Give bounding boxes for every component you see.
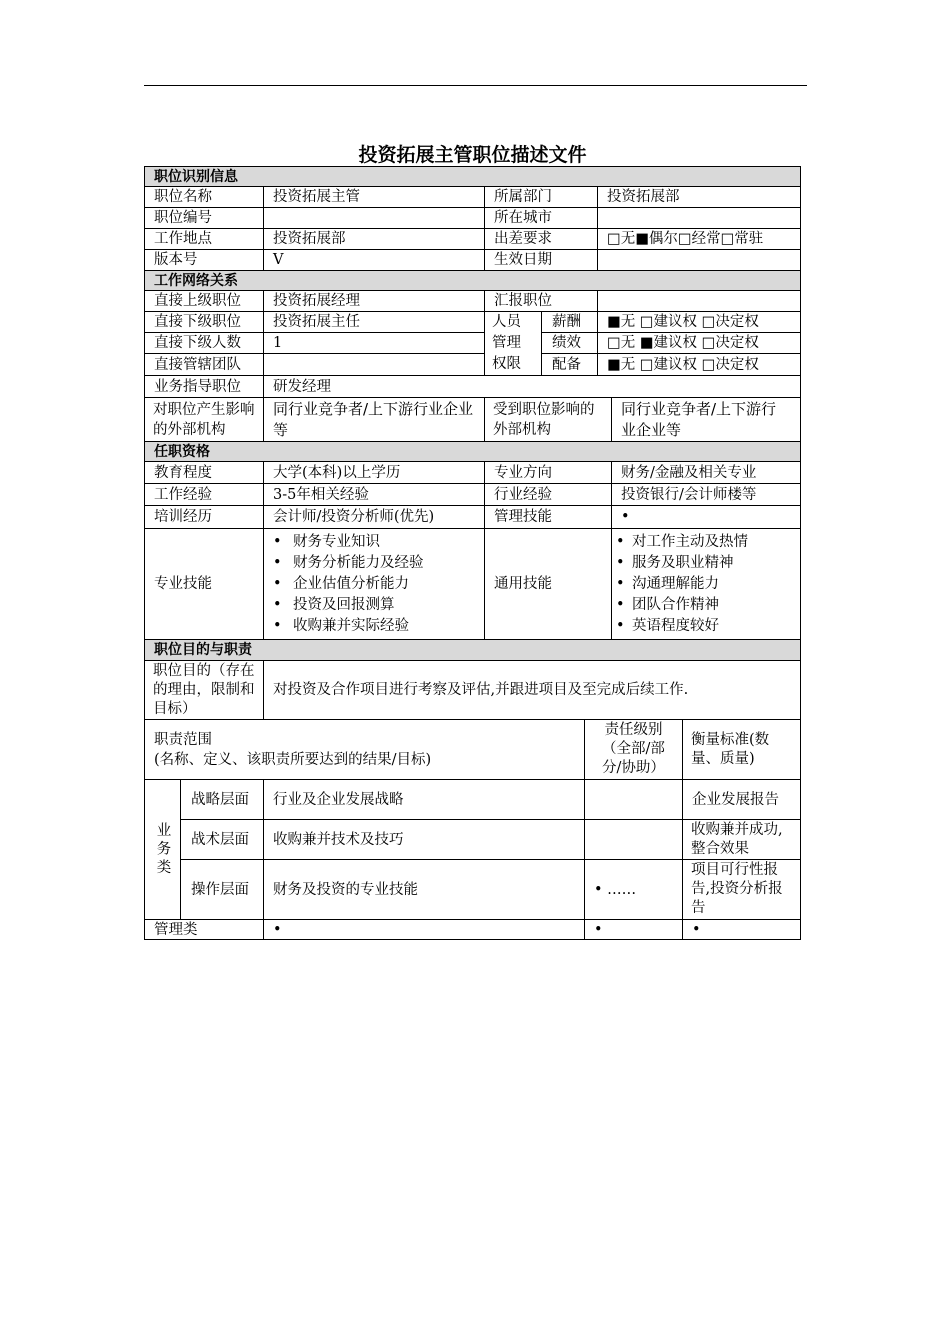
- training-value: 会计师/投资分析师(优先): [263, 505, 485, 529]
- list-item: • 投资及回报测算: [273, 595, 424, 616]
- section-header-identity: 职位识别信息: [144, 166, 801, 187]
- professional-skills-list: [263, 528, 485, 640]
- major-label: 专业方向: [484, 461, 612, 484]
- job-description-table: [144, 166, 801, 940]
- management-category-duty: •: [263, 919, 585, 940]
- report-label: 汇报职位: [484, 290, 598, 312]
- tactical-layer-label: 战术层面: [180, 819, 264, 860]
- department-value: 投资拓展部: [597, 186, 801, 208]
- list-item: • 收购兼并实际经验: [273, 616, 424, 637]
- business-category-label: [144, 779, 181, 920]
- list-item: • 团队合作精神: [616, 595, 748, 616]
- industry-experience-value: 投资银行/会计师楼等: [611, 483, 801, 506]
- performance-label: 绩效: [541, 332, 598, 354]
- staffing-authority-checkboxes: ■无 □建议权 □决定权: [597, 353, 801, 376]
- superior-value: 投资拓展经理: [263, 290, 485, 312]
- position-name-label: 职位名称: [144, 186, 264, 208]
- management-skills-value: •: [611, 505, 801, 529]
- general-skills-label: 通用技能: [484, 528, 612, 640]
- list-item: • 财务分析能力及经验: [273, 553, 424, 574]
- professional-skills-items: [273, 532, 424, 637]
- section-header-qualifications: 任职资格: [144, 441, 801, 462]
- operational-duty: 财务及投资的专业技能: [263, 859, 585, 920]
- responsibility-level-header: 责任级别（全部/部分/协助）: [584, 719, 683, 780]
- influencing-orgs-label: 对职位产生影响的外部机构: [144, 397, 264, 442]
- subordinate-count-value: 1: [263, 332, 485, 354]
- tactical-level: [584, 819, 683, 860]
- city-value: [597, 207, 801, 229]
- operational-layer-label: 操作层面: [180, 859, 264, 920]
- training-label: 培训经历: [144, 505, 264, 529]
- document-title: 投资拓展主管职位描述文件: [358, 144, 587, 166]
- business-category-text: 业务类: [154, 821, 171, 878]
- subordinate-value: 投资拓展主任: [263, 311, 485, 333]
- guidance-value: 研发经理: [263, 375, 801, 398]
- tactical-duty: 收购兼并技术及技巧: [263, 819, 585, 860]
- list-item: • 沟通理解能力: [616, 574, 748, 595]
- management-category-label: 管理类: [144, 919, 264, 940]
- staff-authority-label: 人员管理权限: [484, 311, 542, 376]
- work-experience-value: 3-5年相关经验: [263, 483, 485, 506]
- work-place-value: 投资拓展部: [263, 228, 485, 250]
- subordinate-label: 直接下级职位: [144, 311, 264, 333]
- staffing-label: 配备: [541, 353, 598, 376]
- operational-level: • ……: [584, 859, 683, 920]
- list-item: • 服务及职业精神: [616, 553, 748, 574]
- team-value: [263, 353, 485, 376]
- general-skills-items: [616, 532, 748, 637]
- section-header-duties: 职位目的与职责: [144, 639, 801, 661]
- industry-experience-label: 行业经验: [484, 483, 612, 506]
- effective-date-label: 生效日期: [484, 249, 598, 271]
- top-rule: [144, 85, 807, 86]
- salary-label: 薪酬: [541, 311, 598, 333]
- performance-authority-checkboxes: □无 ■建议权 □决定权: [597, 332, 801, 354]
- version-label: 版本号: [144, 249, 264, 271]
- strategic-level: [584, 779, 683, 820]
- travel-checkboxes: □无■偶尔□经常□常驻: [597, 228, 801, 250]
- education-value: 大学(本科)以上学历: [263, 461, 485, 484]
- tactical-measure: 收购兼并成功,整合效果: [682, 819, 801, 860]
- work-experience-label: 工作经验: [144, 483, 264, 506]
- version-value: V: [263, 249, 485, 271]
- influenced-orgs-label: 受到职位影响的外部机构: [484, 397, 612, 442]
- city-label: 所在城市: [484, 207, 598, 229]
- duty-scope-header: [144, 719, 585, 780]
- major-value: 财务/金融及相关专业: [611, 461, 801, 484]
- team-label: 直接管辖团队: [144, 353, 264, 376]
- duty-scope-subtitle: (名称、定义、该职责所要达到的结果/目标): [154, 751, 432, 768]
- list-item: • 财务专业知识: [273, 532, 424, 553]
- subordinate-count-label: 直接下级人数: [144, 332, 264, 354]
- list-item: • 企业估值分析能力: [273, 574, 424, 595]
- superior-label: 直接上级职位: [144, 290, 264, 312]
- education-label: 教育程度: [144, 461, 264, 484]
- management-category-level: •: [584, 919, 683, 940]
- purpose-label: 职位目的（存在的理由，限制和目标）: [144, 660, 264, 720]
- travel-label: 出差要求: [484, 228, 598, 250]
- report-value: [597, 290, 801, 312]
- general-skills-list: [611, 528, 801, 640]
- strategic-measure: 企业发展报告: [682, 779, 801, 820]
- work-place-label: 工作地点: [144, 228, 264, 250]
- effective-date-value: [597, 249, 801, 271]
- management-category-measure: •: [682, 919, 801, 940]
- operational-measure: 项目可行性报告,投资分析报告: [682, 859, 801, 920]
- position-name-value: 投资拓展主管: [263, 186, 485, 208]
- strategic-duty: 行业及企业发展战略: [263, 779, 585, 820]
- position-code-value: [263, 207, 485, 229]
- strategic-layer-label: 战略层面: [180, 779, 264, 820]
- list-item: • 英语程度较好: [616, 616, 748, 637]
- position-code-label: 职位编号: [144, 207, 264, 229]
- professional-skills-label: 专业技能: [144, 528, 264, 640]
- list-item: • 对工作主动及热情: [616, 532, 748, 553]
- department-label: 所属部门: [484, 186, 598, 208]
- section-header-network: 工作网络关系: [144, 270, 801, 291]
- guidance-label: 业务指导职位: [144, 375, 264, 398]
- duty-scope-title: 职责范围: [154, 731, 212, 748]
- influenced-orgs-value: 同行业竞争者/上下游行业企业等: [611, 397, 801, 442]
- purpose-value: 对投资及合作项目进行考察及评估,并跟进项目及至完成后续工作.: [263, 660, 801, 720]
- influencing-orgs-value: 同行业竞争者/上下游行业企业等: [263, 397, 485, 442]
- salary-authority-checkboxes: ■无 □建议权 □决定权: [597, 311, 801, 333]
- measure-standard-header: 衡量标准(数量、质量): [682, 719, 801, 780]
- management-skills-label: 管理技能: [484, 505, 612, 529]
